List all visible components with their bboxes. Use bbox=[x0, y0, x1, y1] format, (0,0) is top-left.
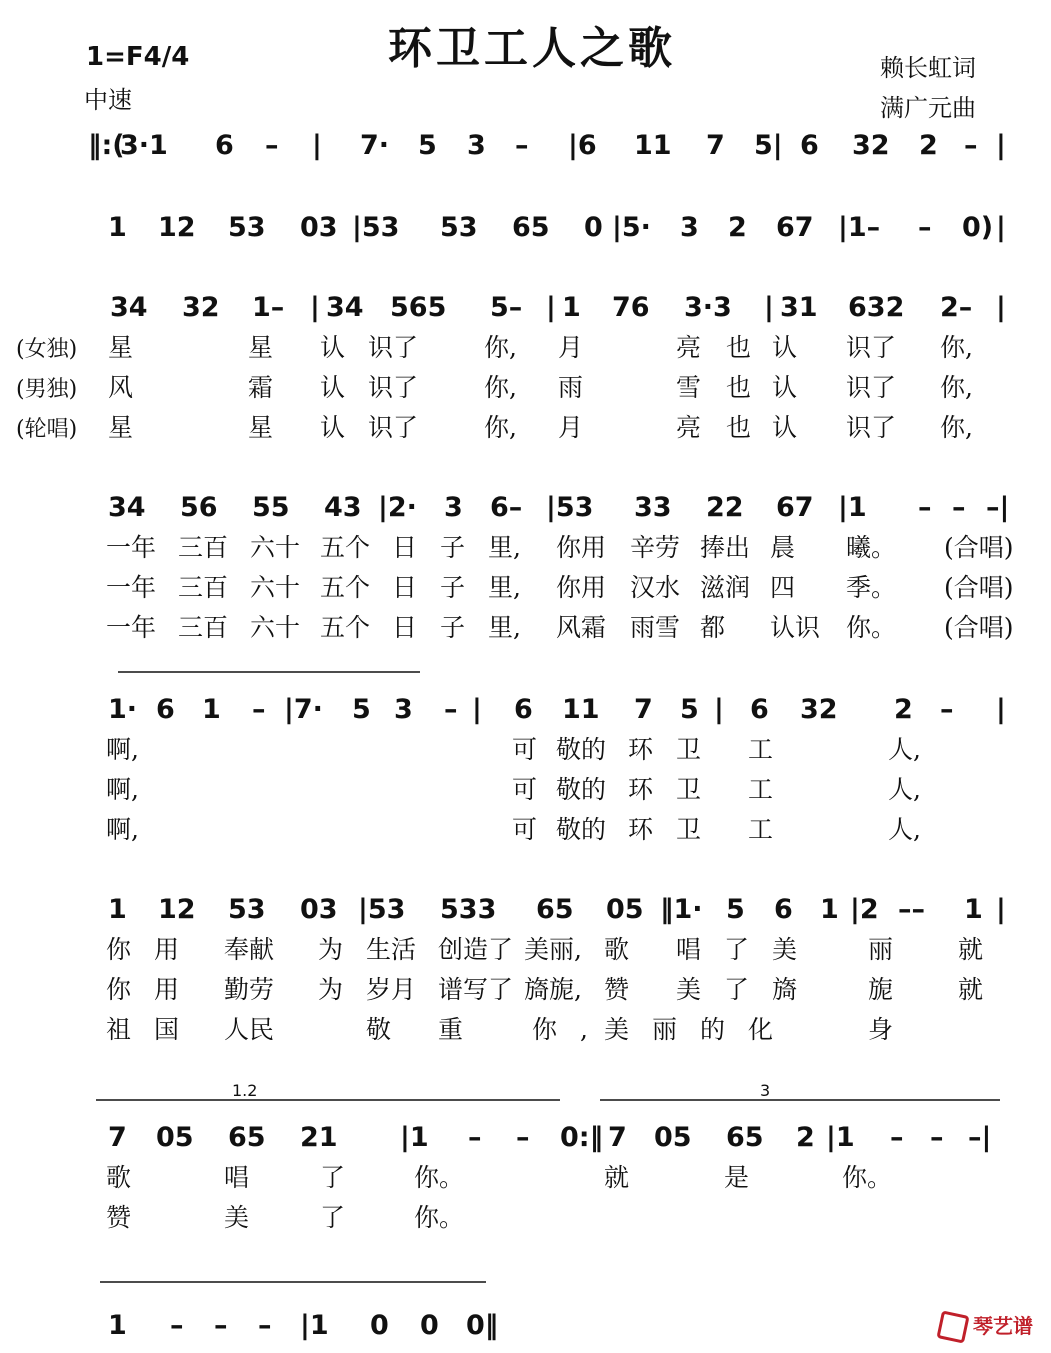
lyric-3-1-0: 一年 bbox=[106, 573, 157, 602]
note-6-15: –| bbox=[968, 1122, 992, 1153]
note-1-15: | bbox=[996, 212, 1006, 243]
note-5-2: 53 bbox=[228, 894, 266, 925]
key-signature: 1=F4/4 bbox=[86, 42, 190, 72]
note-0-17: | bbox=[996, 130, 1006, 161]
lyric-4-0-4: 卫 bbox=[676, 735, 702, 764]
lyric-5-0-6: 美丽, bbox=[524, 935, 582, 964]
note-1-13: – bbox=[918, 212, 932, 243]
lyric-5-0-9: 了 bbox=[724, 935, 750, 964]
note-4-6: 3 bbox=[394, 694, 413, 725]
note-0-15: 2 bbox=[919, 130, 938, 161]
note-2-0: 34 bbox=[110, 292, 148, 323]
lyric-2-2-4: 你, bbox=[484, 413, 517, 442]
lyric-3-0-0: 一年 bbox=[106, 533, 157, 562]
lyric-5-2-1: 国 bbox=[154, 1015, 180, 1044]
note-4-9: 6 bbox=[514, 694, 533, 725]
note-7-5: 0 bbox=[370, 1310, 389, 1341]
lyric-2-2-7: 也 bbox=[726, 413, 752, 442]
note-3-8: 33 bbox=[634, 492, 672, 523]
note-3-5: 3 bbox=[444, 492, 463, 523]
note-4-14: 6 bbox=[750, 694, 769, 725]
lyric-2-1-10: 你, bbox=[940, 373, 973, 402]
ending-label: 3 bbox=[760, 1081, 771, 1100]
lyric-5-2-4: 重 bbox=[438, 1015, 464, 1044]
note-0-11: 7 bbox=[706, 130, 725, 161]
note-3-10: 67 bbox=[776, 492, 814, 523]
lyric-4-1-6: 人, bbox=[888, 775, 921, 804]
note-1-0: 1 bbox=[108, 212, 127, 243]
note-2-8: 1 bbox=[562, 292, 581, 323]
lyric-4-2-6: 人, bbox=[888, 815, 921, 844]
note-0-13: 6 bbox=[800, 130, 819, 161]
lyric-3-0-7: 你用 bbox=[556, 533, 607, 562]
note-1-11: 67 bbox=[776, 212, 814, 243]
lyric-3-2-2: 六十 bbox=[250, 613, 301, 642]
lyric-2-0-7: 也 bbox=[726, 333, 752, 362]
lyric-5-1-9: 了 bbox=[724, 975, 750, 1004]
logo-icon bbox=[936, 1310, 969, 1343]
note-6-11: 2 bbox=[796, 1122, 815, 1153]
note-2-9: 76 bbox=[612, 292, 650, 323]
lyric-5-1-6: 旖旎, bbox=[524, 975, 582, 1004]
lyric-3-0-2: 六十 bbox=[250, 533, 301, 562]
lyric-2-1-0: 风 bbox=[108, 373, 134, 402]
lyric-4-1-0: 啊, bbox=[106, 775, 139, 804]
lyric-3-2-7: 风霜 bbox=[556, 613, 607, 642]
note-6-14: – bbox=[930, 1122, 944, 1153]
lyric-6-1-1: 美 bbox=[224, 1203, 250, 1232]
lyric-4-2-5: 工 bbox=[748, 815, 774, 844]
lyric-4-2-1: 可 bbox=[512, 815, 538, 844]
lyric-3-0-12: (合唱) bbox=[944, 533, 1014, 562]
note-5-14: 1 bbox=[964, 894, 983, 925]
note-6-1: 05 bbox=[156, 1122, 194, 1153]
note-4-3: – bbox=[252, 694, 266, 725]
lyric-3-1-12: (合唱) bbox=[944, 573, 1014, 602]
lyric-3-1-1: 三百 bbox=[178, 573, 229, 602]
lyric-5-0-12: 就 bbox=[958, 935, 984, 964]
lyric-2-1-4: 你, bbox=[484, 373, 517, 402]
song-title: 环卫工人之歌 bbox=[388, 23, 676, 74]
lyric-5-2-2: 人民 bbox=[224, 1015, 275, 1044]
note-0-2: 6 bbox=[215, 130, 234, 161]
note-4-18: | bbox=[996, 694, 1006, 725]
lyric-3-2-8: 雨雪 bbox=[630, 613, 681, 642]
lyric-3-1-9: 滋润 bbox=[700, 573, 751, 602]
note-6-6: – bbox=[516, 1122, 530, 1153]
lyric-3-2-11: 你。 bbox=[846, 613, 897, 642]
lyric-5-1-4: 岁月 bbox=[366, 975, 417, 1004]
lyric-4-0-5: 工 bbox=[748, 735, 774, 764]
note-0-12: 5| bbox=[754, 130, 783, 161]
lyric-4-2-0: 啊, bbox=[106, 815, 139, 844]
lyric-5-0-5: 创造了 bbox=[438, 935, 514, 964]
volta-label: 1.2 bbox=[232, 1081, 258, 1100]
note-2-13: 632 bbox=[848, 292, 905, 323]
note-1-8: |5· bbox=[612, 212, 651, 243]
note-3-7: |53 bbox=[546, 492, 594, 523]
note-0-10: 11 bbox=[634, 130, 672, 161]
note-5-11: 1 bbox=[820, 894, 839, 925]
note-3-3: 43 bbox=[324, 492, 362, 523]
lyric-4-0-1: 可 bbox=[512, 735, 538, 764]
note-5-12: |2 bbox=[850, 894, 879, 925]
lyric-5-0-7: 歌 bbox=[604, 935, 630, 964]
lyric-5-0-4: 生活 bbox=[366, 935, 417, 964]
lyric-5-2-9: 的 bbox=[700, 1015, 726, 1044]
note-2-4: 34 bbox=[326, 292, 364, 323]
note-5-3: 03 bbox=[300, 894, 338, 925]
lyric-2-2-1: 星 bbox=[248, 413, 274, 442]
note-0-9: |6 bbox=[568, 130, 597, 161]
lyric-5-2-10: 化 bbox=[748, 1015, 774, 1044]
lyric-4-1-5: 工 bbox=[748, 775, 774, 804]
lyric-3-0-9: 捧出 bbox=[700, 533, 751, 562]
lyric-5-1-5: 谱写了 bbox=[438, 975, 514, 1004]
lyric-2-0-3: 识了 bbox=[368, 333, 419, 362]
lyric-5-2-8: 丽 bbox=[652, 1015, 678, 1044]
lyric-5-0-10: 美 bbox=[772, 935, 798, 964]
lyric-6-0-5: 是 bbox=[724, 1163, 750, 1192]
note-3-12: – bbox=[918, 492, 932, 523]
lyric-5-2-11: 身 bbox=[868, 1015, 894, 1044]
lyric-5-2-0: 祖 bbox=[106, 1015, 132, 1044]
note-3-9: 22 bbox=[706, 492, 744, 523]
lyric-3-0-1: 三百 bbox=[178, 533, 229, 562]
note-2-6: 5– bbox=[490, 292, 523, 323]
note-4-15: 32 bbox=[800, 694, 838, 725]
note-7-2: – bbox=[214, 1310, 228, 1341]
lyric-3-2-9: 都 bbox=[700, 613, 726, 642]
lyric-4-2-3: 环 bbox=[628, 815, 654, 844]
note-0-7: 3 bbox=[467, 130, 486, 161]
note-7-4: |1 bbox=[300, 1310, 329, 1341]
note-6-13: – bbox=[890, 1122, 904, 1153]
note-0-5: 7· bbox=[360, 130, 390, 161]
lyric-5-1-11: 旎 bbox=[868, 975, 894, 1004]
note-4-16: 2 bbox=[894, 694, 913, 725]
note-1-6: 65 bbox=[512, 212, 550, 243]
note-5-1: 12 bbox=[158, 894, 196, 925]
lyric-3-0-10: 晨 bbox=[770, 533, 796, 562]
lyric-4-1-2: 敬的 bbox=[556, 775, 607, 804]
lyric-5-1-10: 旖 bbox=[772, 975, 798, 1004]
note-5-5: 533 bbox=[440, 894, 497, 925]
lyric-2-0-1: 星 bbox=[248, 333, 274, 362]
lyric-6-0-1: 唱 bbox=[224, 1163, 250, 1192]
note-4-10: 11 bbox=[562, 694, 600, 725]
lyric-2-0-4: 你, bbox=[484, 333, 517, 362]
note-6-12: |1 bbox=[826, 1122, 855, 1153]
lyric-3-0-11: 曦。 bbox=[846, 533, 897, 562]
note-1-14: 0) bbox=[962, 212, 994, 243]
lyric-4-2-4: 卫 bbox=[676, 815, 702, 844]
lyric-5-2-7: 美 bbox=[604, 1015, 630, 1044]
lyric-4-2-2: 敬的 bbox=[556, 815, 607, 844]
lyric-3-1-7: 你用 bbox=[556, 573, 607, 602]
lyric-2-2-2: 认 bbox=[320, 413, 346, 442]
note-6-3: 21 bbox=[300, 1122, 338, 1153]
lyric-3-1-2: 六十 bbox=[250, 573, 301, 602]
lyric-4-0-2: 敬的 bbox=[556, 735, 607, 764]
note-6-10: 65 bbox=[726, 1122, 764, 1153]
lyric-3-0-3: 五个 bbox=[320, 533, 371, 562]
lyric-6-0-0: 歌 bbox=[106, 1163, 132, 1192]
lyric-5-0-2: 奉献 bbox=[224, 935, 275, 964]
lyric-3-1-10: 四 bbox=[770, 573, 796, 602]
note-6-4: |1 bbox=[400, 1122, 429, 1153]
lyric-3-0-4: 日 bbox=[392, 533, 418, 562]
lyric-4-1-3: 环 bbox=[628, 775, 654, 804]
note-4-8: | bbox=[472, 694, 482, 725]
note-2-14: 2– bbox=[940, 292, 973, 323]
lyric-2-1-5: 雨 bbox=[558, 373, 584, 402]
note-6-7: 0:‖ bbox=[560, 1122, 604, 1153]
lyric-5-1-0: 你 bbox=[106, 975, 132, 1004]
lyric-4-1-4: 卫 bbox=[676, 775, 702, 804]
lyric-5-0-3: 为 bbox=[318, 935, 344, 964]
lyric-4-1-1: 可 bbox=[512, 775, 538, 804]
note-1-10: 2 bbox=[728, 212, 747, 243]
lyric-3-1-4: 日 bbox=[392, 573, 418, 602]
lyric-6-1-0: 赞 bbox=[106, 1203, 132, 1232]
note-3-1: 56 bbox=[180, 492, 218, 523]
lyric-3-1-11: 季。 bbox=[846, 573, 897, 602]
lyric-6-1-3: 你。 bbox=[414, 1203, 465, 1232]
note-2-11: | bbox=[764, 292, 774, 323]
lyric-6-0-4: 就 bbox=[604, 1163, 630, 1192]
note-5-13: –– bbox=[898, 894, 925, 925]
note-6-0: 7 bbox=[108, 1122, 127, 1153]
lyric-2-0-5: 月 bbox=[558, 333, 584, 362]
lyric-6-0-6: 你。 bbox=[842, 1163, 893, 1192]
lyric-3-2-10: 认识 bbox=[770, 613, 821, 642]
note-1-4: |53 bbox=[352, 212, 400, 243]
lyric-3-1-8: 汉水 bbox=[630, 573, 681, 602]
lyric-2-2-0: 星 bbox=[108, 413, 134, 442]
lyric-2-1-8: 认 bbox=[772, 373, 798, 402]
note-4-1: 6 bbox=[156, 694, 175, 725]
note-2-3: | bbox=[310, 292, 320, 323]
lyric-2-1-9: 识了 bbox=[846, 373, 897, 402]
lyric-2-2-9: 识了 bbox=[846, 413, 897, 442]
note-1-9: 3 bbox=[680, 212, 699, 243]
lyric-3-1-6: 里, bbox=[488, 573, 521, 602]
voice-label-0: (女独) bbox=[16, 337, 78, 362]
note-2-2: 1– bbox=[252, 292, 285, 323]
note-2-7: | bbox=[546, 292, 556, 323]
note-5-6: 65 bbox=[536, 894, 574, 925]
note-1-5: 53 bbox=[440, 212, 478, 243]
lyric-3-2-5: 子 bbox=[440, 613, 466, 642]
note-0-3: – bbox=[265, 130, 279, 161]
lyric-2-1-7: 也 bbox=[726, 373, 752, 402]
note-1-1: 12 bbox=[158, 212, 196, 243]
note-0-8: – bbox=[515, 130, 529, 161]
note-5-9: 5 bbox=[726, 894, 745, 925]
lyric-5-1-8: 美 bbox=[676, 975, 702, 1004]
lyric-3-1-3: 五个 bbox=[320, 573, 371, 602]
lyric-5-2-6: , bbox=[580, 1015, 588, 1044]
voice-label-2: (轮唱) bbox=[16, 417, 78, 442]
note-4-13: | bbox=[714, 694, 724, 725]
lyric-2-0-8: 认 bbox=[772, 333, 798, 362]
lyric-5-1-12: 就 bbox=[958, 975, 984, 1004]
lyric-2-0-10: 你, bbox=[940, 333, 973, 362]
lyric-5-1-2: 勤劳 bbox=[224, 975, 275, 1004]
lyric-2-0-6: 亮 bbox=[676, 333, 702, 362]
note-4-2: 1 bbox=[202, 694, 221, 725]
note-4-12: 5 bbox=[680, 694, 699, 725]
note-6-9: 05 bbox=[654, 1122, 692, 1153]
lyric-5-0-1: 用 bbox=[154, 935, 180, 964]
lyric-2-2-3: 识了 bbox=[368, 413, 419, 442]
lyric-3-2-6: 里, bbox=[488, 613, 521, 642]
note-5-15: | bbox=[996, 894, 1006, 925]
lyric-5-2-5: 你 bbox=[532, 1015, 558, 1044]
lyric-6-0-3: 你。 bbox=[414, 1163, 465, 1192]
lyric-4-0-6: 人, bbox=[888, 735, 921, 764]
note-0-6: 5 bbox=[418, 130, 437, 161]
lyric-2-0-0: 星 bbox=[108, 333, 134, 362]
lyric-2-2-10: 你, bbox=[940, 413, 973, 442]
note-2-5: 565 bbox=[390, 292, 447, 323]
note-7-0: 1 bbox=[108, 1310, 127, 1341]
lyric-3-2-4: 日 bbox=[392, 613, 418, 642]
lyric-2-0-2: 认 bbox=[320, 333, 346, 362]
note-3-4: |2· bbox=[378, 492, 417, 523]
note-2-15: | bbox=[996, 292, 1006, 323]
lyric-3-2-3: 五个 bbox=[320, 613, 371, 642]
note-6-8: 7 bbox=[608, 1122, 627, 1153]
composer-credit: 满广元曲 bbox=[880, 94, 976, 122]
note-1-7: 0 bbox=[584, 212, 603, 243]
lyric-2-0-9: 识了 bbox=[846, 333, 897, 362]
lyricist-credit: 赖长虹词 bbox=[880, 54, 976, 82]
note-0-1: 3·1 bbox=[120, 130, 168, 161]
note-1-3: 03 bbox=[300, 212, 338, 243]
note-0-16: – bbox=[964, 130, 978, 161]
lyric-5-0-8: 唱 bbox=[676, 935, 702, 964]
tempo-marking: 中速 bbox=[84, 86, 132, 114]
note-4-5: 5 bbox=[352, 694, 371, 725]
lyric-3-0-6: 里, bbox=[488, 533, 521, 562]
note-3-2: 55 bbox=[252, 492, 290, 523]
lyric-2-1-1: 霜 bbox=[248, 373, 274, 402]
lyric-2-2-5: 月 bbox=[558, 413, 584, 442]
lyric-3-0-8: 辛劳 bbox=[630, 533, 681, 562]
note-4-7: – bbox=[444, 694, 458, 725]
note-7-6: 0 bbox=[420, 1310, 439, 1341]
note-1-12: |1– bbox=[838, 212, 881, 243]
lyric-6-0-2: 了 bbox=[320, 1163, 346, 1192]
note-7-1: – bbox=[170, 1310, 184, 1341]
note-6-2: 65 bbox=[228, 1122, 266, 1153]
note-0-0: ‖:( bbox=[88, 130, 125, 161]
note-1-2: 53 bbox=[228, 212, 266, 243]
lyric-3-1-5: 子 bbox=[440, 573, 466, 602]
lyric-3-2-12: (合唱) bbox=[944, 613, 1014, 642]
voice-label-1: (男独) bbox=[16, 377, 78, 402]
lyric-5-1-3: 为 bbox=[318, 975, 344, 1004]
note-4-11: 7 bbox=[634, 694, 653, 725]
watermark-text: 琴艺谱 bbox=[973, 1313, 1033, 1338]
note-5-7: 05 bbox=[606, 894, 644, 925]
lyric-6-1-2: 了 bbox=[320, 1203, 346, 1232]
note-2-10: 3·3 bbox=[684, 292, 732, 323]
note-3-6: 6– bbox=[490, 492, 523, 523]
note-3-13: – bbox=[952, 492, 966, 523]
lyric-5-1-1: 用 bbox=[154, 975, 180, 1004]
lyric-5-1-7: 赞 bbox=[604, 975, 630, 1004]
lyric-2-1-3: 识了 bbox=[368, 373, 419, 402]
note-7-7: 0‖ bbox=[466, 1310, 499, 1341]
lyric-2-2-6: 亮 bbox=[676, 413, 702, 442]
note-5-10: 6 bbox=[774, 894, 793, 925]
lyric-5-0-11: 丽 bbox=[868, 935, 894, 964]
note-0-4: | bbox=[312, 130, 322, 161]
note-2-1: 32 bbox=[182, 292, 220, 323]
lyric-5-0-0: 你 bbox=[106, 935, 132, 964]
note-4-17: – bbox=[940, 694, 954, 725]
note-3-0: 34 bbox=[108, 492, 146, 523]
note-6-5: – bbox=[468, 1122, 482, 1153]
lyric-2-2-8: 认 bbox=[772, 413, 798, 442]
lyric-3-0-5: 子 bbox=[440, 533, 466, 562]
lyric-5-2-3: 敬 bbox=[366, 1015, 392, 1044]
note-3-14: –| bbox=[986, 492, 1010, 523]
note-4-0: 1· bbox=[108, 694, 138, 725]
watermark-logo bbox=[939, 1310, 1033, 1342]
note-4-4: |7· bbox=[284, 694, 323, 725]
lyric-3-2-1: 三百 bbox=[178, 613, 229, 642]
note-3-11: |1 bbox=[838, 492, 867, 523]
note-7-3: – bbox=[258, 1310, 272, 1341]
note-5-4: |53 bbox=[358, 894, 406, 925]
lyric-2-1-6: 雪 bbox=[676, 373, 702, 402]
note-0-14: 32 bbox=[852, 130, 890, 161]
lyric-4-0-0: 啊, bbox=[106, 735, 139, 764]
lyric-4-0-3: 环 bbox=[628, 735, 654, 764]
note-5-0: 1 bbox=[108, 894, 127, 925]
note-2-12: 31 bbox=[780, 292, 818, 323]
note-5-8: ‖1· bbox=[660, 894, 703, 925]
lyric-3-2-0: 一年 bbox=[106, 613, 157, 642]
lyric-2-1-2: 认 bbox=[320, 373, 346, 402]
